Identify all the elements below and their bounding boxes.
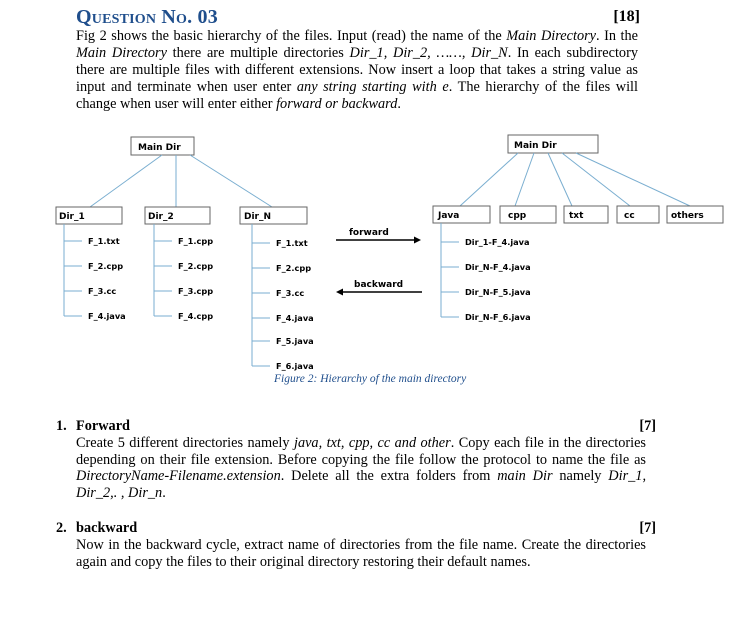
file-label: Dir_N-F_5.java: [465, 287, 531, 297]
task-text: . Delete all the extra folders from: [280, 468, 498, 484]
question-title: Question No. 03: [76, 6, 218, 28]
figure-caption: Figure 2: Hierarchy of the main directory: [274, 373, 467, 385]
task-text: .: [162, 484, 166, 501]
connector: [515, 153, 534, 206]
task-text: Now in the backward cycle, extract name of directories from the file name. Create the directories again and copy the files to their original directory restoring their default names.: [76, 537, 646, 570]
task-description: [76, 537, 646, 570]
dir-label: cpp: [508, 211, 527, 221]
file-label: F_1.txt: [88, 236, 120, 246]
connector: [562, 153, 630, 206]
intro-text: . In the: [596, 28, 638, 44]
file-label: Dir_1-F_4.java: [465, 237, 530, 247]
dir-label: Dir_N: [244, 212, 272, 222]
task-text: Create 5 different directories namely: [76, 435, 294, 451]
connector: [576, 153, 690, 206]
file-label: F_2.cpp: [178, 261, 214, 271]
backward-label: backward: [354, 280, 404, 290]
task-emphasis: DirectoryName-Filename.extension: [76, 468, 281, 484]
file-label: F_3.cc: [88, 286, 117, 296]
file-label: Dir_N-F_6.java: [465, 312, 531, 322]
dir-label: Dir_1: [59, 212, 85, 222]
intro-emphasis: any string starting with e: [296, 79, 449, 95]
task-title: Forward: [76, 418, 130, 434]
dir-label: others: [671, 211, 704, 221]
intro-text: . In each subdirectory there are multiple files with different extensions. Now insert a loop that takes a string value as input and terminate when user enter: [76, 45, 638, 95]
intro-text: . The hierarchy of the files will change when user will enter either: [76, 79, 638, 112]
file-label: F_1.txt: [276, 238, 308, 248]
dir-label: txt: [569, 211, 584, 221]
task-emphasis: java, txt, cpp, cc and other: [293, 435, 451, 451]
connector: [90, 155, 162, 207]
task-description: [76, 435, 646, 501]
file-label: F_3.cpp: [178, 286, 214, 296]
dir-label: cc: [624, 211, 635, 221]
file-label: F_5.java: [276, 336, 314, 346]
connector: [190, 155, 272, 207]
dir-label: Java: [438, 211, 460, 221]
file-label: F_2.cpp: [276, 263, 312, 273]
file-label: F_4.java: [276, 313, 314, 323]
intro-text: there are multiple directories: [166, 45, 350, 61]
intro-emphasis: Main Directory: [76, 45, 167, 61]
intro-emphasis: Dir_1, Dir_2, ……, Dir_N: [349, 45, 508, 61]
file-label: F_6.java: [276, 361, 314, 371]
left-root-label: Main Dir: [138, 143, 181, 153]
file-label: F_2.cpp: [88, 261, 124, 271]
dir-label: Dir_2: [148, 212, 174, 222]
connector: [460, 153, 518, 206]
task-emphasis: main Dir: [497, 468, 553, 484]
forward-arrowhead: [414, 237, 421, 244]
task-backward: [56, 520, 656, 600]
file-label: F_4.cpp: [178, 311, 214, 321]
right-root-label: Main Dir: [514, 141, 557, 151]
forward-label: forward: [349, 228, 389, 238]
task-text: namely: [552, 468, 609, 484]
file-label: F_4.java: [88, 311, 126, 321]
intro-text: Fig 2 shows the basic hierarchy of the files. Input (read) the name of the: [76, 28, 507, 44]
task-marks: [7]: [639, 520, 656, 536]
question-marks: [18]: [613, 8, 640, 25]
intro-emphasis: forward or backward: [276, 96, 398, 112]
file-label: F_1.cpp: [178, 236, 214, 246]
task-number: 2.: [56, 520, 67, 536]
file-label: Dir_N-F_4.java: [465, 262, 531, 272]
intro-emphasis: Main Directory: [506, 28, 596, 44]
connector: [548, 153, 572, 206]
task-title: backward: [76, 520, 138, 536]
task-number: 1.: [56, 418, 67, 434]
task-emphasis: Dir_1, Dir_2,. , Dir_n: [76, 468, 647, 501]
intro-text: .: [397, 96, 401, 112]
task-text: . Copy each file in the directories depending on their file extension. Before copying the file follow the protocol to name the file as: [76, 435, 646, 468]
backward-arrowhead: [336, 289, 343, 296]
task-marks: [7]: [639, 418, 656, 434]
file-label: F_3.cc: [276, 288, 305, 298]
task-forward: [56, 418, 656, 508]
